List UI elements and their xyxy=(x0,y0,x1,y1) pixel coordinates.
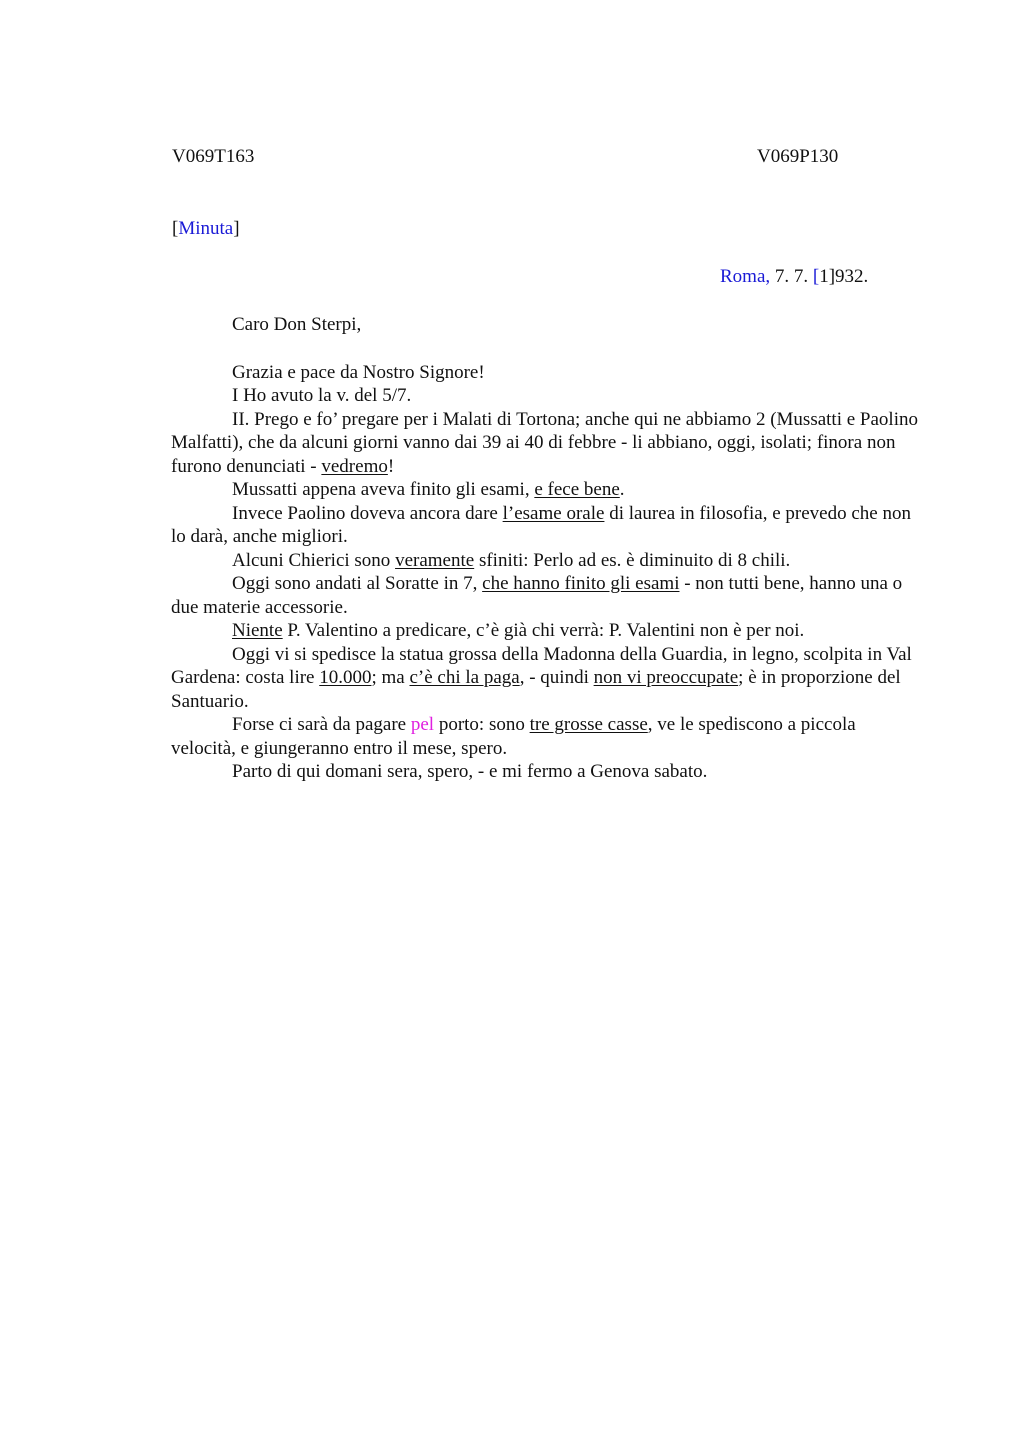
text: di laurea in filosofia, e prevedo che non lo darà, anche migliori. xyxy=(171,502,911,547)
text: Invece Paolino doveva ancora dare xyxy=(232,502,503,524)
paragraph-10 xyxy=(171,713,921,760)
text: - non tutti bene, hanno una o due materie accessorie. xyxy=(171,573,903,618)
underlined-text: l’esame orale xyxy=(502,502,605,524)
paragraph-6 xyxy=(171,549,921,573)
underlined-text: non vi preoccupate xyxy=(593,667,739,688)
underlined-text: c’è chi la paga xyxy=(409,667,520,688)
text: Mussatti appena aveva finito gli esami, xyxy=(232,479,535,500)
letter-body xyxy=(171,313,921,784)
date-bracket: [ xyxy=(812,266,820,287)
text: Oggi sono andati al Soratte in 7, xyxy=(232,573,483,594)
paragraph-7 xyxy=(171,572,921,619)
bracket-close: ] xyxy=(233,218,240,239)
underlined-text: vedremo xyxy=(321,455,388,477)
text: Forse ci sarà da pagare xyxy=(232,714,411,735)
salutation: Caro Don Sterpi, xyxy=(232,314,362,335)
letter-date xyxy=(720,266,868,288)
text: ; è in proporzione del Santuario. xyxy=(171,667,901,712)
header-code-left: V069T163 xyxy=(172,146,255,167)
text: II. Prego e fo’ pregare per i Malati di Tortona; anche qui ne abbiamo 2 (Mussatti e Paolino Malfatti), che da alcuni giorni vanno dai 39 ai 40 di febbre - li abbiano, oggi, isolati; finora non furono denunciati - xyxy=(171,408,918,477)
paragraph-11: Parto di qui domani sera, spero, - e mi fermo a Genova sabato. xyxy=(232,761,708,782)
bracket-open: [ xyxy=(172,218,179,239)
date-place: Roma, xyxy=(720,266,771,287)
text: porto: sono xyxy=(434,714,530,735)
paragraph-4 xyxy=(171,478,921,502)
paragraph-2: I Ho avuto la v. del 5/7. xyxy=(232,385,412,406)
header-code-right: V069P130 xyxy=(757,146,839,167)
paragraph-1: Grazia e pace da Nostro Signore! xyxy=(232,361,485,383)
underlined-text: veramente xyxy=(395,549,475,571)
text: Oggi vi si spedisce la statua grossa della Madonna della Guardia, in legno, scolpita in Val Gardena: costa lire xyxy=(171,643,912,688)
text: . xyxy=(619,479,625,500)
paragraph-5 xyxy=(171,502,921,549)
underlined-text: che hanno finito gli esami xyxy=(482,573,680,594)
date-year: 1]932. xyxy=(819,266,869,287)
date-day-month: 7. 7. xyxy=(770,266,813,287)
highlighted-word: pel xyxy=(410,714,435,735)
text: sfiniti: Perlo ad es. è diminuito di 8 chili. xyxy=(474,549,791,571)
underlined-text: e fece bene xyxy=(534,479,620,500)
underlined-text: Niente xyxy=(232,620,283,641)
underlined-text: 10.000 xyxy=(319,667,372,688)
text: P. Valentino a predicare, c’è già chi verrà: P. Valentini non è per noi. xyxy=(282,620,805,641)
minuta-label xyxy=(172,218,240,240)
paragraph-3 xyxy=(171,408,921,479)
text: , ve le spediscono a piccola velocità, e giungeranno entro il mese, spero. xyxy=(171,714,856,759)
minuta-text: Minuta xyxy=(178,218,234,239)
paragraph-9 xyxy=(171,643,921,714)
paragraph-8 xyxy=(171,619,921,643)
text: ! xyxy=(387,455,395,477)
text: , - quindi xyxy=(519,667,594,688)
underlined-text: tre grosse casse xyxy=(529,714,648,735)
text: Alcuni Chierici sono xyxy=(232,549,396,571)
text: ; ma xyxy=(371,667,410,688)
